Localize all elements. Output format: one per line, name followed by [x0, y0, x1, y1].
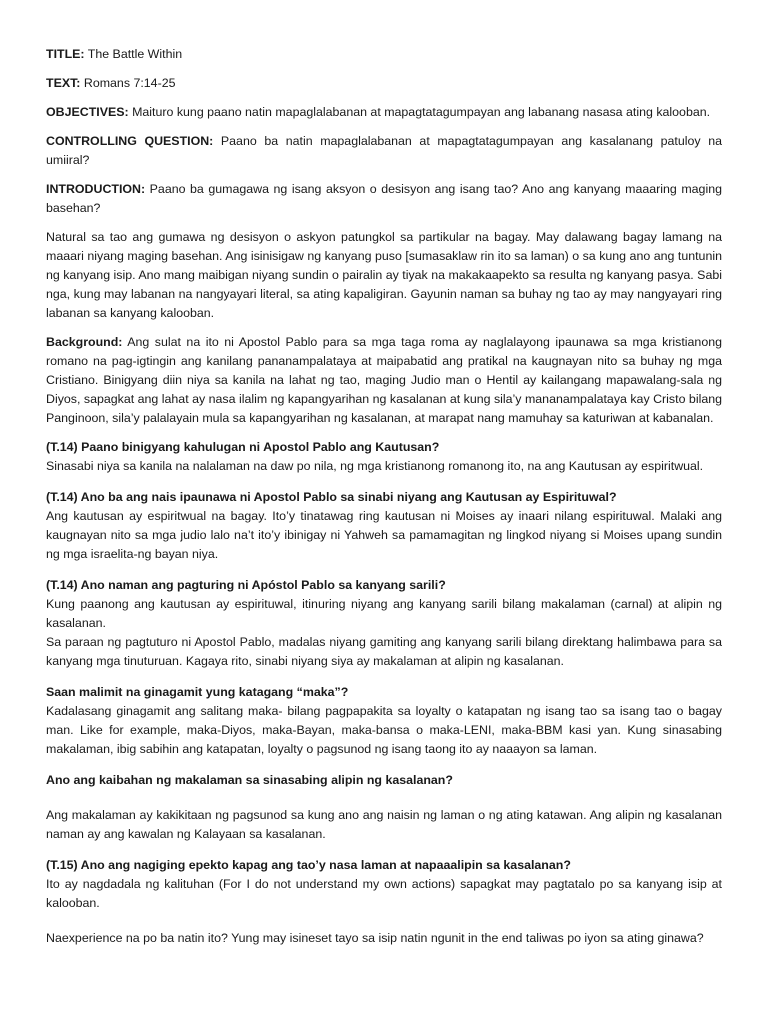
- background-value: Ang sulat na ito ni Apostol Pablo para sa mga taga roma ay naglalayong ipaunawa sa mga kristianong romano na pag-igtingin ang kanilang pananampalataya at maipabatid ang pratikal na kaugnayan nito sa buhay ng mga Cristiano. Binigyang diin niya sa kanila na lahat ng tao, maging Judio man o Hentil ay kailangang mapawalang-sala ng Diyos, sapagkat ang lahat ay nasa ilalim ng kapangyarihan ng kasalanan at kung sila’y mananampalataya kay Cristo bilang Panginoon, sila’y palalayain mula sa kapangyarihan ng kasalanan, at marapat nang mamuhay sa katuriwan at kabanalan.: [46, 335, 722, 425]
- section-heading: [46, 438, 722, 457]
- section-maka: [46, 683, 722, 759]
- objectives-value: Maituro kung paano natin mapaglalabanan at mapagtatagumpayan ang labanang nasasa ating kalooban.: [132, 105, 711, 119]
- section-heading-text: (T.14) Ano ba ang nais ipaunawa ni Apostol Pablo sa sinabi niyang ang Kautusan ay Espirituwal?: [46, 490, 617, 504]
- controlling-question-label: CONTROLLING QUESTION:: [46, 134, 214, 148]
- section-body: Kadalasang ginagamit ang salitang maka- bilang pagpapakita sa loyalty o katapatan ng isang tao sa isang tao o bagay man. Like for example, maka-Diyos, maka-Bayan, maka-bansa o maka-LENI, maka-BBM kasi yan. Kung sinasabing makalaman, ibig sabihin ang katapatan, loyalty o pagsunod ng isang taong ito ay naaayon sa laman.: [46, 704, 722, 756]
- text-value: Romans 7:14-25: [83, 76, 176, 90]
- objectives-label: OBJECTIVES:: [46, 105, 129, 119]
- text-line: [46, 74, 722, 93]
- title-label: TITLE:: [46, 47, 85, 61]
- section-body: Sinasabi niya sa kanila na nalalaman na daw po nila, ng mga kristianong romanong ito, na ang Kautusan ay espiritwual.: [46, 459, 704, 473]
- section-heading-text: (T.15) Ano ang nagiging epekto kapag ang tao’y nasa laman at napaaalipin sa kasalanan?: [46, 858, 571, 872]
- section-heading: [46, 488, 722, 507]
- section-heading: [46, 683, 722, 702]
- introduction-value: Paano ba gumagawa ng isang aksyon o desisyon ang isang tao? Ano ang kanyang maaaring maging basehan?: [46, 182, 722, 215]
- section-t14-kautusan: [46, 438, 722, 476]
- title-line: [46, 45, 722, 64]
- section-t14-sarili: [46, 576, 722, 671]
- closing-question: Naexperience na po ba natin ito? Yung may isineset tayo sa isip natin ngunit in the end taliwas po iyon sa ating ginawa?: [46, 931, 704, 945]
- section-heading-text: Saan malimit na ginagamit yung katagang “maka”?: [46, 685, 349, 699]
- controlling-question-value: Paano ba natin mapaglalabanan at mapagtatagumpayan ang kasalanang patuloy na umiiral?: [46, 134, 722, 167]
- section-t15: [46, 856, 722, 913]
- section-heading-text: (T.14) Paano binigyang kahulugan ni Apostol Pablo ang Kautusan?: [46, 440, 440, 454]
- section-body: Ang kautusan ay espiritwual na bagay. Ito’y tinatawag ring kautusan ni Moises ay inaari nilang espirituwal. Malaki ang kaugnayan nito sa mga judio lalo na’t ito’y ibinigay ni Yahweh sa pamamagitan ng lingkod niyang si Moises upang sundin ng mga israelita-ng bayan niya.: [46, 509, 722, 561]
- section-heading-text: Ano ang kaibahan ng makalaman sa sinasabing alipin ng kasalanan?: [46, 773, 453, 787]
- section-body: Ito ay nagdadala ng kalituhan (For I do not understand my own actions) sapagkat may pagtatalo po sa kanyang isip at kalooban.: [46, 877, 722, 910]
- background-label: Background:: [46, 335, 123, 349]
- section-kaibahan-heading: [46, 771, 722, 790]
- section-t14-espirituwal: [46, 488, 722, 564]
- text-label: TEXT:: [46, 76, 81, 90]
- introduction-label: INTRODUCTION:: [46, 182, 146, 196]
- section-heading: [46, 576, 722, 595]
- section-body: Sa paraan ng pagtuturo ni Apostol Pablo, madalas niyang gamiting ang kanyang sarili bilang direktang halimbawa para sa kanyang mga tinuturuan. Kagaya rito, sinabi niyang siya ay makalaman at alipin ng kasalanan.: [46, 635, 722, 668]
- section-body: Kung paanong ang kautusan ay espirituwal, itinuring niyang ang kanyang sarili bilang makalaman (carnal) at alipin ng kasalanan.: [46, 597, 722, 630]
- section-heading-text: (T.14) Ano naman ang pagturing ni Apóstol Pablo sa kanyang sarili?: [46, 578, 446, 592]
- kaibahan-answer-paragraph: Ang makalaman ay kakikitaan ng pagsunod sa kung ano ang naisin ng laman o ng ating katawan. Ang alipin ng kasalanan naman ay ang kawalan ng Kalayaan sa kasalanan.: [46, 808, 722, 841]
- title-value: The Battle Within: [87, 47, 183, 61]
- objectives-line: [46, 103, 722, 122]
- background-paragraph: [46, 333, 722, 428]
- controlling-question-line: [46, 132, 722, 170]
- intro-body-paragraph: Natural sa tao ang gumawa ng desisyon o askyon patungkol sa partikular na bagay. May dalawang bagay lamang na maaari niyang maging basehan. Ang isinisigaw ng kanyang puso [sumasaklaw rin ito sa laman) o sa kung ano ang tuntunin ng kanyang isip. Ano mang maibigan niyang sundin o pairalin ay tiyak na makakaapekto sa resulta ng kanyang pasya. Sabi nga, kung may labanan na nangyayari literal, sa ating kapaligiran. Gayunin naman sa buhay ng tao ay may nangyayari ring labanan sa kanyang kalooban.: [46, 230, 722, 320]
- section-heading: [46, 856, 722, 875]
- introduction-paragraph: [46, 180, 722, 218]
